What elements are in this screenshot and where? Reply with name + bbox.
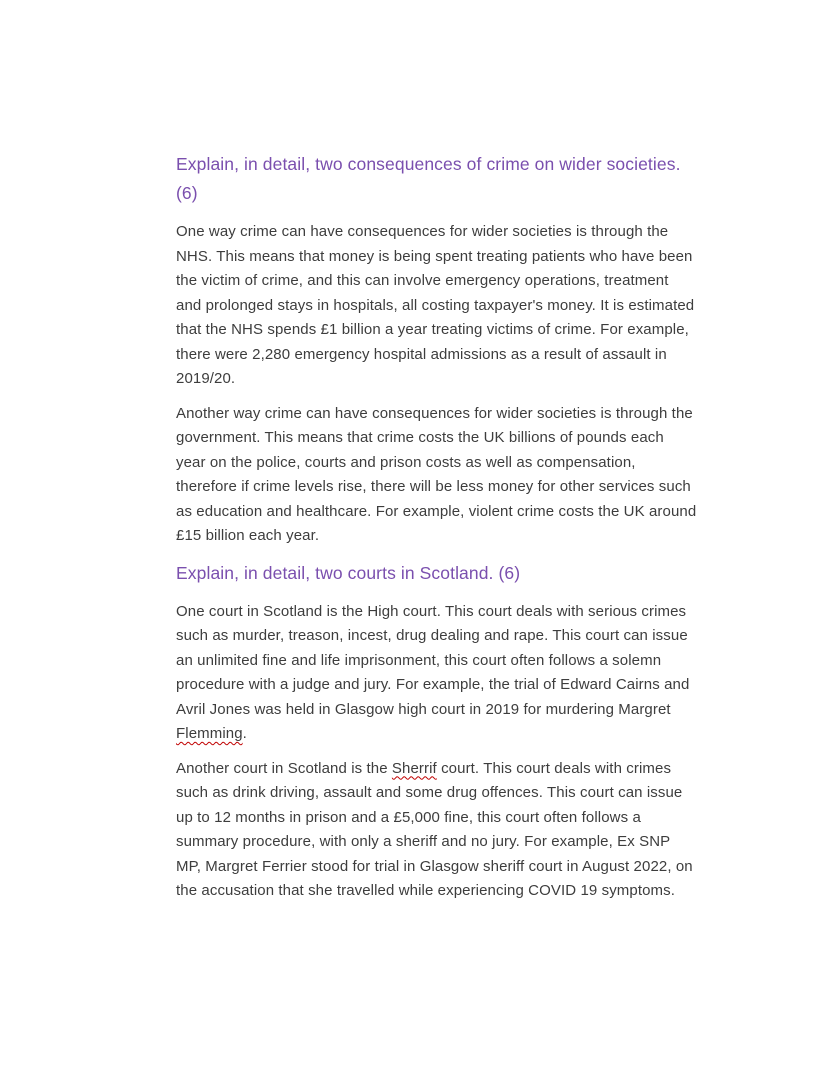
question-heading-consequences: Explain, in detail, two consequences of crime on wider societies. (6) xyxy=(176,154,681,203)
answer-paragraph-sheriff-court xyxy=(176,757,697,904)
question-heading-courts: Explain, in detail, two courts in Scotland. (6) xyxy=(176,562,521,583)
paragraph-text: Another court in Scotland is the xyxy=(176,759,392,777)
paragraph-text: court. This court deals with crimes such as drink driving, assault and some drug offences. This court can issue up to 12 months in prison and a £5,000 fine, this court often follows a summary procedure, with only a sheriff and no jury. For example, Ex SNP MP, Margret Ferrier stood for trial in Glasgow sheriff court in August 2022, on the accusation that she travelled while experiencing COVID 19 symptoms. xyxy=(176,759,693,899)
answer-paragraph-high-court xyxy=(176,600,697,747)
answer-paragraph-nhs: One way crime can have consequences for wider societies is through the NHS. This means that money is being spent treating patients who have been the victim of crime, and this can involve emergency operations, treatment and prolonged stays in hospitals, all costing taxpayer's money. It is estimated that the NHS spends £1 billion a year treating victims of crime. For example, there were 2,280 emergency hospital admissions as a result of assault in 2019/20. xyxy=(176,223,695,387)
paragraph-text: . xyxy=(242,725,247,742)
answer-paragraph-government: Another way crime can have consequences for wider societies is through the government. This means that crime costs the UK billions of pounds each year on the police, courts and prison costs as well as compensation, therefore if crime levels rise, there will be less money for other services such as education and healthcare. For example, violent crime costs the UK around £15 billion each year. xyxy=(176,404,697,544)
misspelled-word-sherrif: Sherrif xyxy=(391,759,437,777)
paragraph-text: One court in Scotland is the High court. This court deals with serious crimes such as murder, treason, incest, drug dealing and rape. This court can issue an unlimited fine and life imprisonment, this court often follows a solemn procedure with a judge and jury. For example, the trial of Edward Cairns and Avril Jones was held in Glasgow high court in 2019 for murdering Margret xyxy=(176,602,690,718)
document-content xyxy=(176,150,697,914)
misspelled-word-flemming: Flemming xyxy=(176,725,243,742)
